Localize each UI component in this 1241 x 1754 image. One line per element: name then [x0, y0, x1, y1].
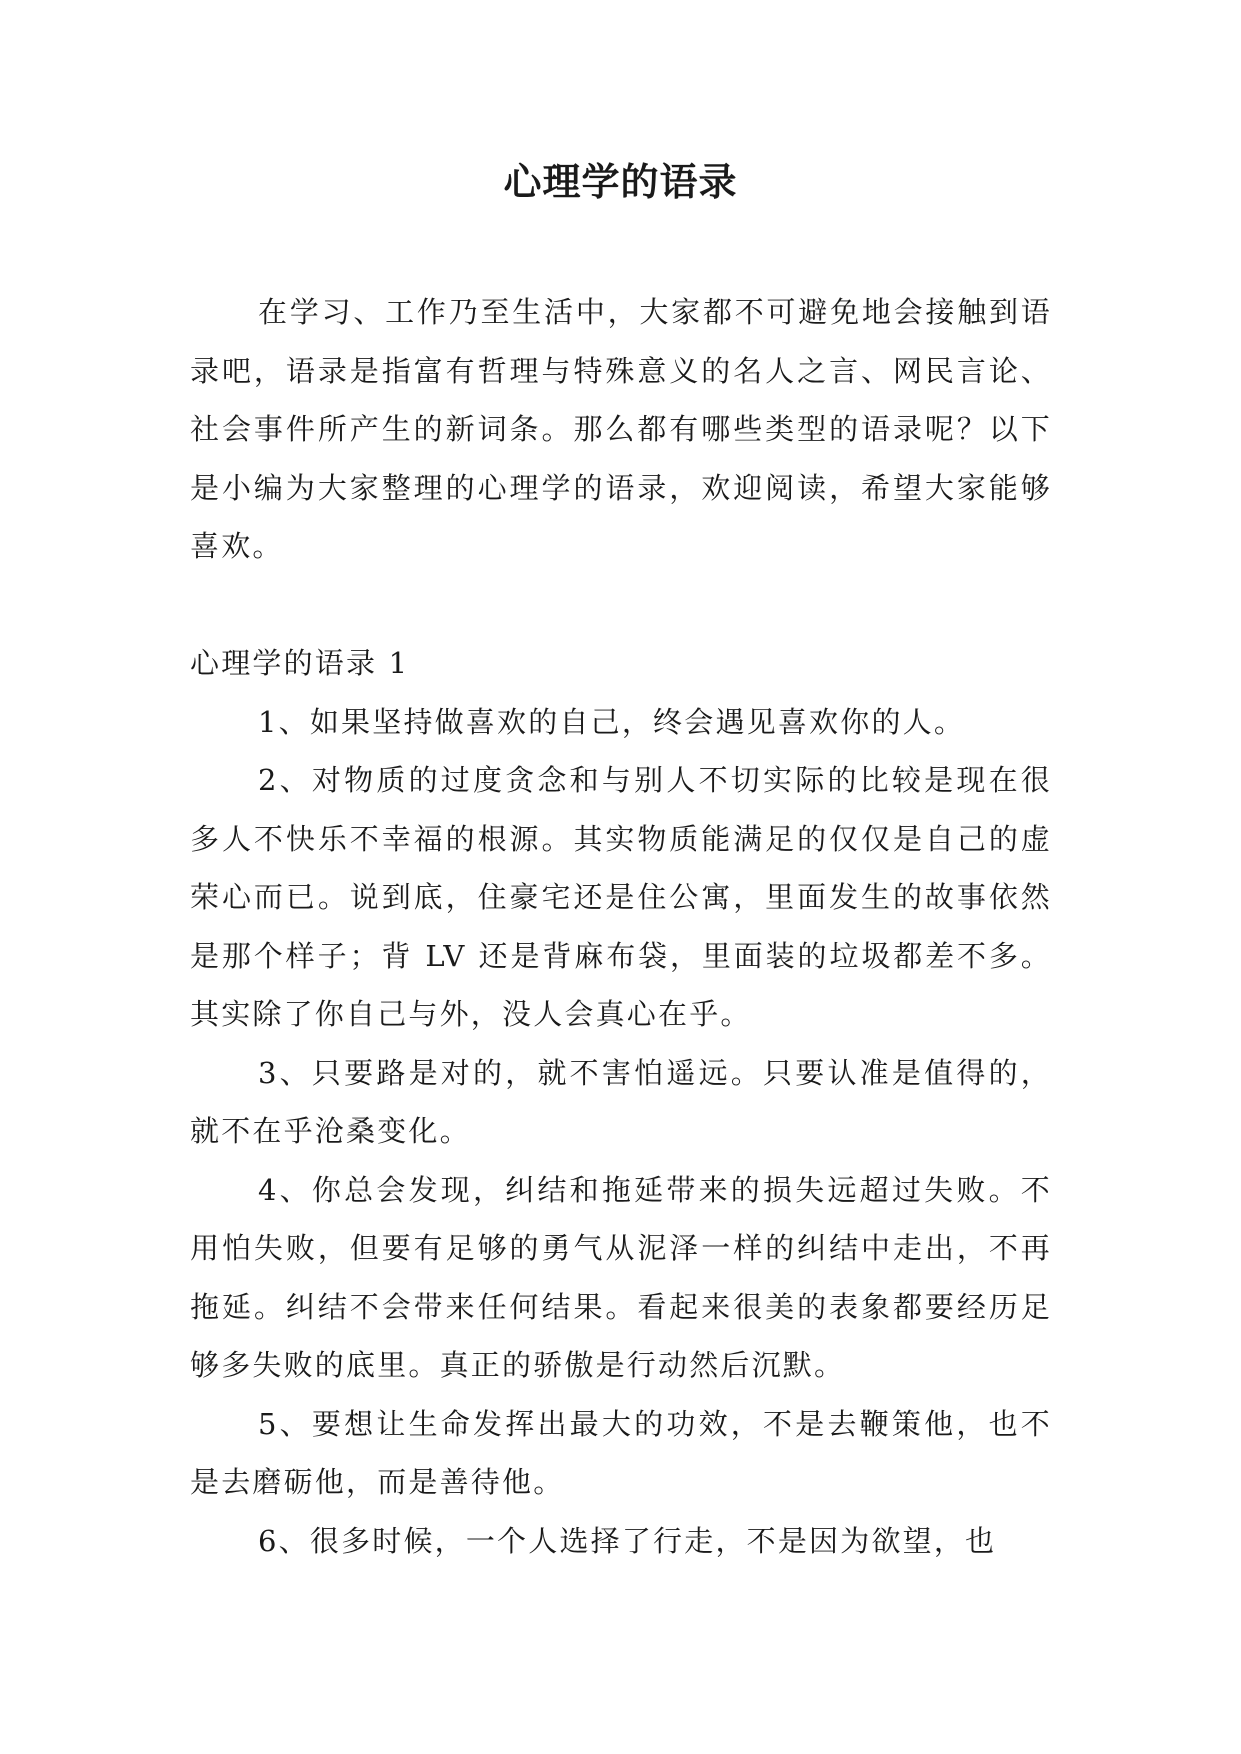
- quote-item-1: 1、如果坚持做喜欢的自己，终会遇见喜欢你的人。: [258, 704, 966, 739]
- quote-item-2: 2、对物质的过度贪念和与别人不切实际的比较是现在很多人不快乐不幸福的根源。其实物质能满足的仅仅是自己的虚荣心而已。说到底，住豪宅还是住公寓，里面发生的故事依然是那个样子；背 LV 还是背麻布袋，里面装的垃圾都差不多。其实除了你自己与外，没人会真心在乎。: [190, 763, 1052, 1031]
- quote-item-3: 3、只要路是对的，就不害怕遥远。只要认准是值得的，就不在乎沧桑变化。: [190, 1055, 1052, 1148]
- quote-item-4: 4、你总会发现，纠结和拖延带来的损失远超过失败。不用怕失败，但要有足够的勇气从泥泽一样的纠结中走出，不再拖延。纠结不会带来任何结果。看起来很美的表象都要经历足够多失败的底里。真正的骄傲是行动然后沉默。: [190, 1172, 1052, 1382]
- intro-paragraph: 在学习、工作乃至生活中，大家都不可避免地会接触到语录吧，语录是指富有哲理与特殊意义的名人之言、网民言论、社会事件所产生的新词条。那么都有哪些类型的语录呢？以下是小编为大家整理的心理学的语录，欢迎阅读，希望大家能够喜欢。: [190, 295, 1052, 563]
- paragraph-spacer: [190, 576, 1052, 635]
- quote-item-5: 5、要想让生命发挥出最大的功效，不是去鞭策他，也不是去磨砺他，而是善待他。: [190, 1406, 1052, 1499]
- document-body: [190, 283, 1052, 1570]
- document-title: 心理学的语录: [503, 160, 738, 204]
- section-heading: 心理学的语录 1: [190, 646, 410, 680]
- quote-item-6: 6、很多时候，一个人选择了行走，不是因为欲望，也: [258, 1523, 997, 1558]
